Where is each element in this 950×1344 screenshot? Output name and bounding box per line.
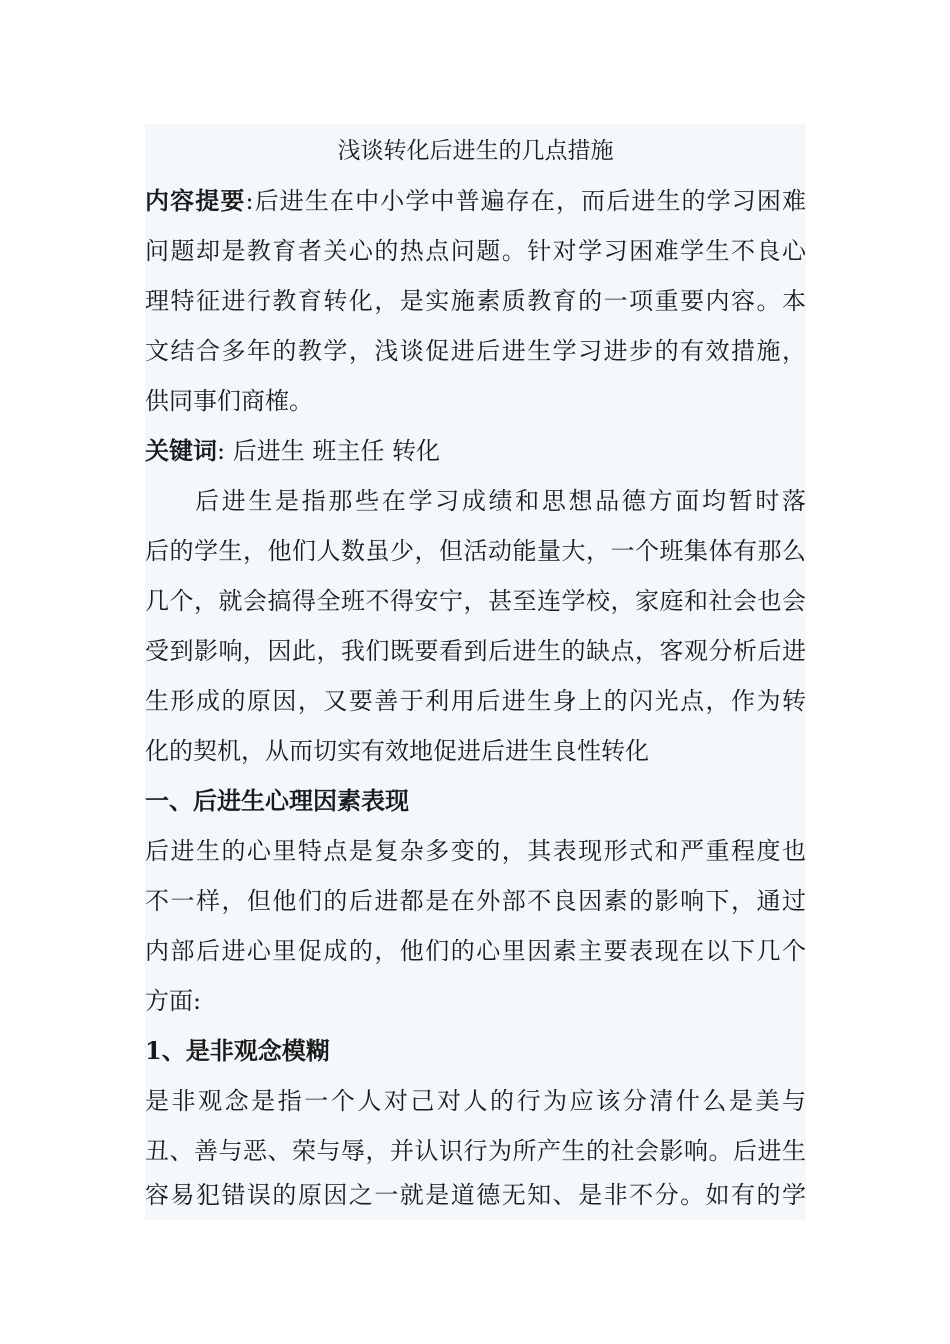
- intro-line-3: 几个，就会搞得全班不得安宁，甚至连学校，家庭和社会也会: [145, 587, 806, 615]
- subsection1-line-3: 容易犯错误的原因之一就是道德无知、是非不分。如有的学: [145, 1181, 806, 1209]
- intro-line-2: 后的学生，他们人数虽少，但活动能量大，一个班集体有那么: [145, 537, 806, 565]
- section1-heading: 一、后进生心理因素表现: [145, 786, 409, 815]
- section1-line-3: 内部后进心里促成的，他们的心里因素主要表现在以下几个: [145, 937, 806, 965]
- document-body: [145, 124, 806, 1220]
- abstract-line-2: 问题却是教育者关心的热点问题。针对学习困难学生不良心: [145, 237, 806, 265]
- intro-line-6: 化的契机，从而切实有效地促进后进生良性转化: [145, 737, 649, 765]
- section1-line-2: 不一样，但他们的后进都是在外部不良因素的影响下，通过: [145, 887, 806, 915]
- keywords-line: [145, 426, 806, 476]
- keywords-text: : 后进生 班主任 转化: [217, 437, 440, 465]
- abstract-text: :后进生在中小学中普遍存在，而后进生的学习困难: [245, 187, 806, 215]
- subsection1-line-2: 丑、善与恶、荣与辱，并认识行为所产生的社会影响。后进生: [145, 1137, 806, 1165]
- section1-line-1: 后进生的心里特点是复杂多变的，其表现形式和严重程度也: [145, 837, 806, 865]
- section1-line-4: 方面:: [145, 987, 202, 1015]
- intro-line-4: 受到影响，因此，我们既要看到后进生的缺点，客观分析后进: [145, 637, 806, 665]
- intro-line-5: 生形成的原因，又要善于利用后进生身上的闪光点，作为转: [145, 687, 806, 715]
- abstract-line-4: 文结合多年的教学，浅谈促进后进生学习进步的有效措施，: [145, 337, 806, 365]
- subsection1-heading: 1、是非观念模糊: [145, 1036, 330, 1065]
- abstract-line-3: 理特征进行教育转化，是实施素质教育的一项重要内容。本: [145, 287, 806, 315]
- abstract-label: 内容提要: [145, 186, 246, 215]
- keywords-label: 关键词: [145, 436, 217, 465]
- abstract-line-5: 供同事们商榷。: [145, 387, 313, 415]
- intro-line-1: 后进生是指那些在学习成绩和思想品德方面均暂时落: [195, 487, 806, 515]
- subsection1-line-1: 是非观念是指一个人对己对人的行为应该分清什么是美与: [145, 1087, 806, 1115]
- document-title: 浅谈转化后进生的几点措施: [337, 138, 614, 164]
- abstract-line-1: [145, 176, 806, 226]
